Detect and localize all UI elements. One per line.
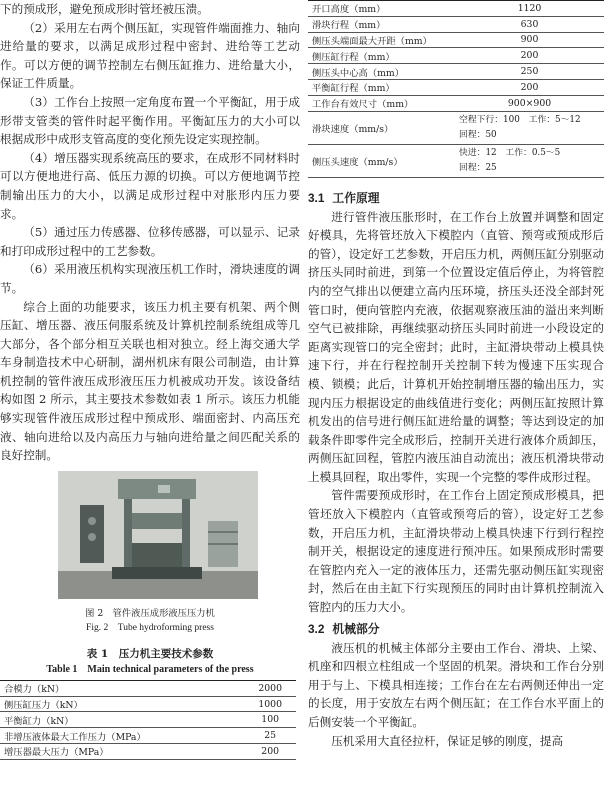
param-cell: 侧压缸行程（mm） <box>308 48 455 64</box>
table-row <box>0 728 296 744</box>
table-row <box>308 16 604 32</box>
parameters-table <box>0 680 296 760</box>
value-cell: 1120 <box>455 1 604 17</box>
table-row <box>308 64 604 80</box>
right-column <box>308 0 604 750</box>
speed-cell <box>455 144 604 177</box>
table-row <box>308 111 604 144</box>
paragraph: （3）工作台上按照一定角度布置一个平衡缸，用于成形带支管类的管件时起平衡作用。平衡缸压力的大小可以根据成形中成形支管高度的变化预先设定实现控制。 <box>0 94 300 147</box>
section-heading <box>308 619 604 639</box>
value-cell: 900 <box>455 32 604 48</box>
section-number: 3.1 <box>308 190 325 205</box>
table-title-en: Table 1 Main technical parameters of the press <box>46 663 254 675</box>
paragraph: 压机采用大直径拉杆，保证足够的刚度，提高 <box>331 733 564 748</box>
parameters-table-continued <box>308 0 604 178</box>
param-cell: 侧压头端面最大开距（mm） <box>308 32 455 48</box>
press-photo <box>58 471 258 599</box>
param-cell: 开口高度（mm） <box>308 1 455 17</box>
table-row <box>308 48 604 64</box>
figure-caption-en: Fig. 2 Tube hydroforming press <box>86 622 214 633</box>
paragraph: 液压机的机械主体部分主要由工作台、滑块、上梁、机座和四根立柱组成一个坚固的机架。滑块和工作台分别用于与上、下模具相连接；工作台在左右两侧还伸出一定的长度，用于安放左右两个侧压缸；在工作台水平面上的后侧安装一个平衡缸。 <box>308 640 604 730</box>
table-row <box>308 1 604 17</box>
paragraph: 下的预成形，避免预成形时管坯被压溃。 <box>0 2 209 16</box>
param-cell: 侧压头速度（mm/s） <box>308 144 455 177</box>
paragraph: （5）通过压力传感器、位移传感器，可以显示、记录和打印成形过程中的工艺参数。 <box>0 225 300 258</box>
param-cell: 工作台有效尺寸（mm） <box>308 95 455 111</box>
value-cell: 630 <box>455 16 604 32</box>
value-cell: 200 <box>455 79 604 95</box>
section-heading <box>308 188 604 208</box>
table-row <box>308 144 604 177</box>
value-cell: 200 <box>244 744 296 760</box>
param-cell: 侧压头中心高（mm） <box>308 64 455 80</box>
value-cell: 25 <box>244 728 296 744</box>
figure-caption: 图 2 管件液压成形液压压力机 <box>85 607 215 619</box>
table-row <box>0 680 296 696</box>
value-cell: 100 <box>244 712 296 728</box>
speed-line: 回程：25 <box>459 162 497 173</box>
param-cell: 平衡缸行程（mm） <box>308 79 455 95</box>
param-cell: 非增压液体最大工作压力（MPa） <box>0 728 244 744</box>
speed-cell <box>455 111 604 144</box>
paragraph: 综合上面的功能要求，该压力机主要有机架、两个侧压缸、增压器、液压伺服系统及计算机控制系统组成等几大部分，各个部分相互关联也相对独立。经上海交通大学车身制造技术中心研制，湖州机床有限公司制造，由计算机控制的管件液压成形液压压力机被成功开发。该设备结构如图 2 所示，其主要技术参数如表 1 所示。该压力机能够实现管件液压成形过程中预成形、端面密封、内高压充液、轴向进给以及内高压力与轴向进给量之间匹配关系的良好控制。 <box>0 299 300 463</box>
param-cell: 侧压缸压力（kN） <box>0 696 244 712</box>
paragraph: （2）采用左右两个侧压缸，实现管件端面推力、轴向进给量的要求，以满足成形过程中密封、进给等工艺动作。可以方便的调节控制左右侧压缸推力、进给量大小，保证工件质量。 <box>0 20 300 91</box>
paragraph: 管件需要预成形时，在工作台上固定预成形模具，把管坯放入下模腔内（直管或预弯后的管），设定好工艺参数，开启压力机，主缸滑块带动上模具快速下行到行程控制开关，根据设定的速度进行预冲压。如果预成形时需要在管腔内充入一定的液体压力，还需先驱动侧压缸实现密封，然后在由主缸下行实现预压的同时由计算机控制流入管腔内的压力大小。 <box>308 488 604 615</box>
section-title: 工作原理 <box>332 190 380 205</box>
table-row <box>0 744 296 760</box>
param-cell: 增压器最大压力（MPa） <box>0 744 244 760</box>
value-cell: 2000 <box>244 680 296 696</box>
value-cell: 1000 <box>244 696 296 712</box>
table-title: 表 1 压力机主要技术参数 <box>86 647 214 660</box>
value-cell: 900×900 <box>455 95 604 111</box>
paragraph: （6）采用液压机构实现液压机工作时，滑块速度的调节。 <box>0 262 300 295</box>
value-cell: 200 <box>455 48 604 64</box>
left-column <box>0 0 300 760</box>
param-cell: 滑块速度（mm/s） <box>308 111 455 144</box>
press-illustration <box>58 471 258 599</box>
table-row <box>308 79 604 95</box>
paragraph: （4）增压器实现系统高压的要求，在成形不同材料时可以方便地进行高、低压力源的切换。可以方便地调节控制输出压力的大小，以满足成形过程中对胀形内压力要求。 <box>0 150 300 221</box>
table-row <box>0 696 296 712</box>
table-row <box>308 95 604 111</box>
section-title: 机械部分 <box>332 621 380 636</box>
section-number: 3.2 <box>308 621 325 636</box>
speed-line: 回程：50 <box>459 129 497 140</box>
value-cell: 250 <box>455 64 604 80</box>
speed-line: 快进：12 工作：0.5～5 <box>459 147 561 158</box>
table-row <box>0 712 296 728</box>
param-cell: 合模力（kN） <box>0 680 244 696</box>
param-cell: 平衡缸力（kN） <box>0 712 244 728</box>
speed-line: 空程下行：100 工作：5～12 <box>459 114 581 125</box>
table-row <box>308 32 604 48</box>
param-cell: 滑块行程（mm） <box>308 16 455 32</box>
paragraph: 进行管件液压胀形时，在工作台上放置并调整和固定好模具，先将管坯放入下模腔内（直管、预弯或预成形后的管），设定好工艺参数，开启压力机，两侧压缸分别驱动挤压头同时前进，到第一个位置设定值后停止，为将管腔内的空气排出以便建立高内压环境，挤压头还没全部封死管口时，便向管腔内充液，依据观察液压油的溢出来判断空气已被排除，再继续驱动挤压头同时前进一小段设定的距离实现管口的完全密封；此时，主缸滑块带动上模具快速下行，并在行程控制开关控制下转为慢速下压实现合模、锁模；此后，计算机开始控制增压器的输出压力，实现内压力根据设定的曲线值进行变化；两侧压缸按照计算机发出的信号进行侧压缸进给量的调整；等达到设定的加载条件即零件完全成形后，控制开关进行液体介质卸压，两侧压缸回程，管腔内液压油自动流出；液压机滑块带动上模具回程，取出零件，实现一个完整的零件成形过程。 <box>308 209 604 484</box>
